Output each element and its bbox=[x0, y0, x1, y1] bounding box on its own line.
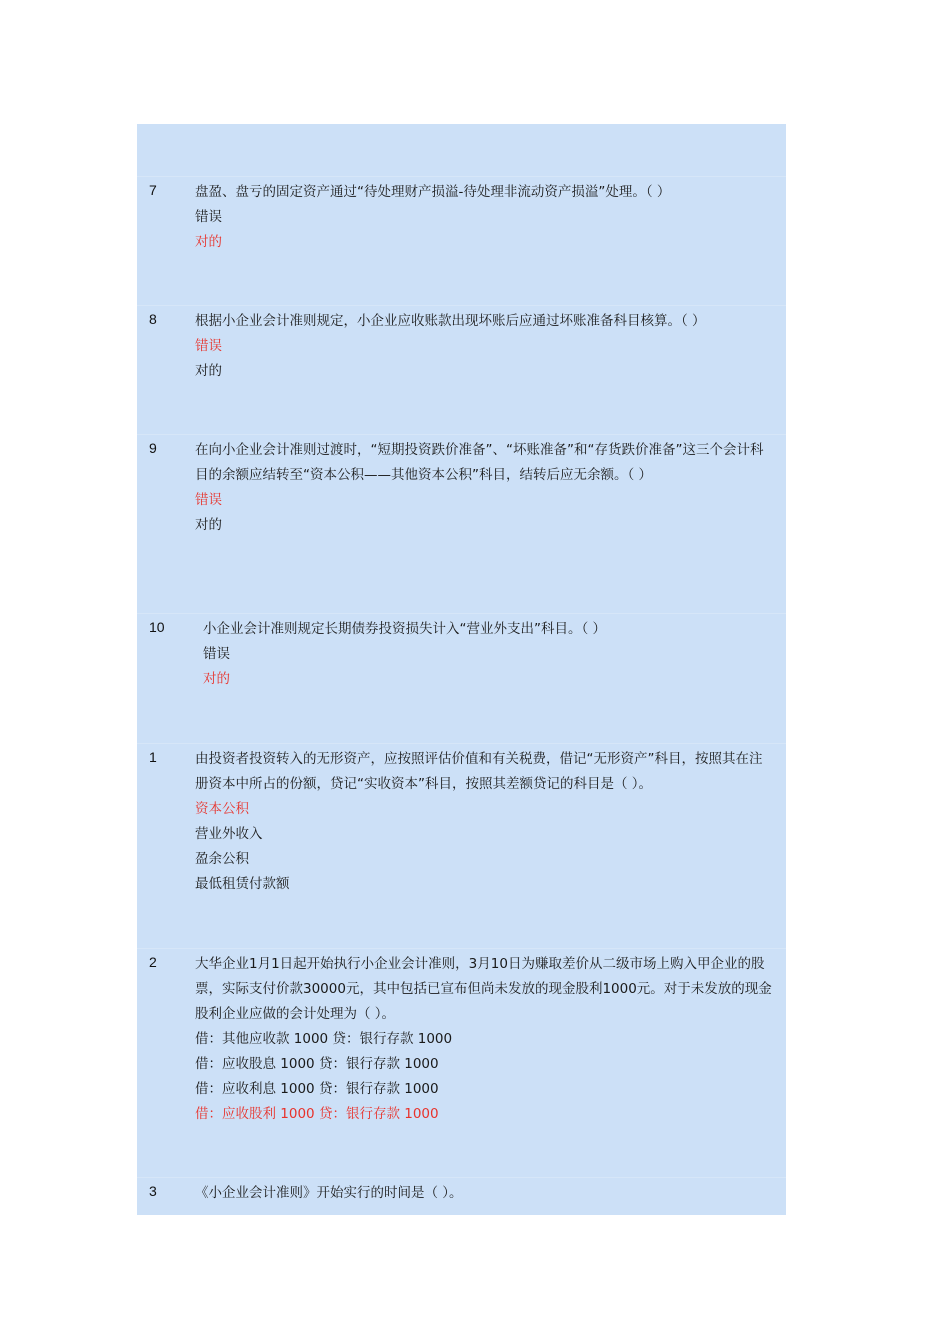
question-stem: 小企业会计准则规定长期债券投资损失计入“营业外支出”科目。（ ） bbox=[203, 621, 607, 637]
question-number: 2 bbox=[149, 954, 157, 970]
question-item bbox=[137, 176, 786, 305]
option-correct[interactable]: 资本公积 bbox=[195, 801, 249, 817]
option[interactable]: 最低租赁付款额 bbox=[195, 876, 290, 892]
question-stem: 《小企业会计准则》开始实行的时间是（ ）。 bbox=[195, 1185, 463, 1201]
question-panel bbox=[137, 124, 786, 1215]
question-body bbox=[195, 952, 773, 1127]
question-item bbox=[137, 948, 786, 1177]
question-stem: 盘盈、盘亏的固定资产通过“待处理财产损溢-待处理非流动资产损溢”处理。（ ） bbox=[195, 184, 671, 200]
option[interactable]: 错误 bbox=[203, 646, 230, 662]
question-item bbox=[137, 613, 786, 743]
option-correct[interactable]: 错误 bbox=[195, 492, 222, 508]
option[interactable]: 对的 bbox=[195, 517, 222, 533]
question-body bbox=[195, 309, 773, 384]
question-item bbox=[137, 743, 786, 948]
question-body bbox=[203, 617, 781, 692]
question-number: 10 bbox=[149, 619, 165, 635]
question-body bbox=[195, 1181, 773, 1206]
option[interactable]: 对的 bbox=[195, 363, 222, 379]
question-stem: 根据小企业会计准则规定，小企业应收账款出现坏账后应通过坏账准备科目核算。（ ） bbox=[195, 313, 706, 329]
question-number: 3 bbox=[149, 1183, 157, 1199]
question-body bbox=[195, 747, 773, 897]
option-correct[interactable]: 错误 bbox=[195, 338, 222, 354]
option[interactable]: 营业外收入 bbox=[195, 826, 263, 842]
option[interactable]: 错误 bbox=[195, 209, 222, 225]
option[interactable]: 借：其他应收款 1000 贷：银行存款 1000 bbox=[195, 1031, 453, 1047]
option-correct[interactable]: 借：应收股利 1000 贷：银行存款 1000 bbox=[195, 1106, 439, 1122]
question-body bbox=[195, 438, 773, 538]
question-stem: 大华企业1月1日起开始执行小企业会计准则，3月10日为赚取差价从二级市场上购入甲企业的股票，实际支付价款30000元，其中包括已宣布但尚未发放的现金股利1000元。对于未发放的现金股利企业应做的会计处理为（ ）。 bbox=[195, 956, 772, 1022]
question-number: 9 bbox=[149, 440, 157, 456]
question-stem: 由投资者投资转入的无形资产，应按照评估价值和有关税费，借记“无形资产”科目，按照其在注册资本中所占的份额，贷记“实收资本”科目，按照其差额贷记的科目是（ ）。 bbox=[195, 751, 763, 792]
option[interactable]: 借：应收利息 1000 贷：银行存款 1000 bbox=[195, 1081, 439, 1097]
question-number: 1 bbox=[149, 749, 157, 765]
option-correct[interactable]: 对的 bbox=[203, 671, 230, 687]
option[interactable]: 借：应收股息 1000 贷：银行存款 1000 bbox=[195, 1056, 439, 1072]
question-stem: 在向小企业会计准则过渡时，“短期投资跌价准备”、“坏账准备”和“存货跌价准备”这三个会计科目的余额应结转至“资本公积——其他资本公积”科目，结转后应无余额。（ ） bbox=[195, 442, 764, 483]
question-item bbox=[137, 1177, 786, 1216]
question-item bbox=[137, 305, 786, 434]
question-body bbox=[195, 180, 773, 255]
option[interactable]: 盈余公积 bbox=[195, 851, 249, 867]
question-number: 7 bbox=[149, 182, 157, 198]
question-item bbox=[137, 434, 786, 613]
question-number: 8 bbox=[149, 311, 157, 327]
option-correct[interactable]: 对的 bbox=[195, 234, 222, 250]
